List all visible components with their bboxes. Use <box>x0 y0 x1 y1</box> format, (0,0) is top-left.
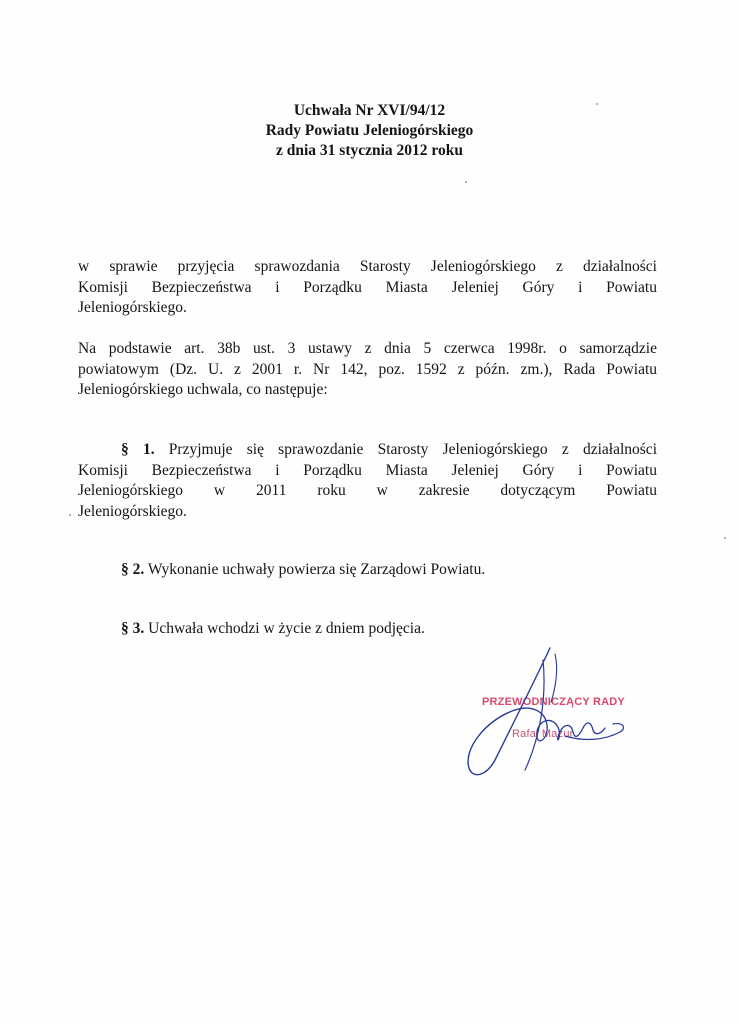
section-1-mark: § 1. <box>121 441 155 458</box>
section-1-line-1 <box>78 440 657 461</box>
handwritten-signature <box>455 640 635 790</box>
stamp-name: Rafał Mazur <box>512 728 574 740</box>
section-3-line <box>78 619 657 640</box>
basis-line-3: Jeleniogórskiego uchwala, co następuje: <box>78 381 328 398</box>
section-1 <box>78 440 657 522</box>
scan-speck <box>596 103 598 105</box>
subject-line-3: Jeleniogórskiego. <box>78 299 187 316</box>
council-name: Rady Powiatu Jeleniogórskiego <box>265 122 474 139</box>
scan-speck <box>69 514 71 516</box>
scan-speck <box>724 537 726 539</box>
subject-line-2: Komisji Bezpieczeństwa i Porządku Miasta Jeleniej Góry i Powiatu <box>78 278 657 296</box>
subject-line-1: w sprawie przyjęcia sprawozdania Starosty Jeleniogórskiego z działalności <box>78 258 657 275</box>
basis-line-2: powiatowym (Dz. U. z 2001 r. Nr 142, poz. 1592 z późn. zm.), Rada Powiatu <box>78 360 657 378</box>
resolution-date: z dnia 31 stycznia 2012 roku <box>275 142 464 159</box>
resolution-subject <box>78 257 657 319</box>
section-2-mark: § 2. <box>121 561 145 578</box>
section-2-line <box>78 560 657 581</box>
section-1-text-1: Przyjmuje się sprawozdanie Starosty Jeleniogórskiego z działalności <box>154 441 657 458</box>
resolution-heading <box>0 101 739 161</box>
resolution-number: Uchwała Nr XVI/94/12 <box>293 102 446 119</box>
section-2 <box>78 560 657 581</box>
scan-speck <box>465 181 467 183</box>
section-3-mark: § 3. <box>121 620 145 637</box>
section-1-line-3: Jeleniogórskiego w 2011 roku w zakresie dotyczącym Powiatu <box>78 482 657 499</box>
section-1-line-4: Jeleniogórskiego. <box>78 502 187 520</box>
basis-line-1: Na podstawie art. 38b ust. 3 ustawy z dnia 5 czerwca 1998r. o samorządzie <box>78 340 657 357</box>
section-2-text: Wykonanie uchwały powierza się Zarządowi Powiatu. <box>144 561 486 578</box>
section-3-text: Uchwała wchodzi w życie z dniem podjęcia. <box>144 620 425 637</box>
section-1-line-2: Komisji Bezpieczeństwa i Porządku Miasta Jeleniej Góry i Powiatu <box>78 461 657 479</box>
stamp-title: PRZEWODNICZĄCY RADY <box>482 696 625 708</box>
section-3 <box>78 619 657 640</box>
legal-basis <box>78 339 657 401</box>
